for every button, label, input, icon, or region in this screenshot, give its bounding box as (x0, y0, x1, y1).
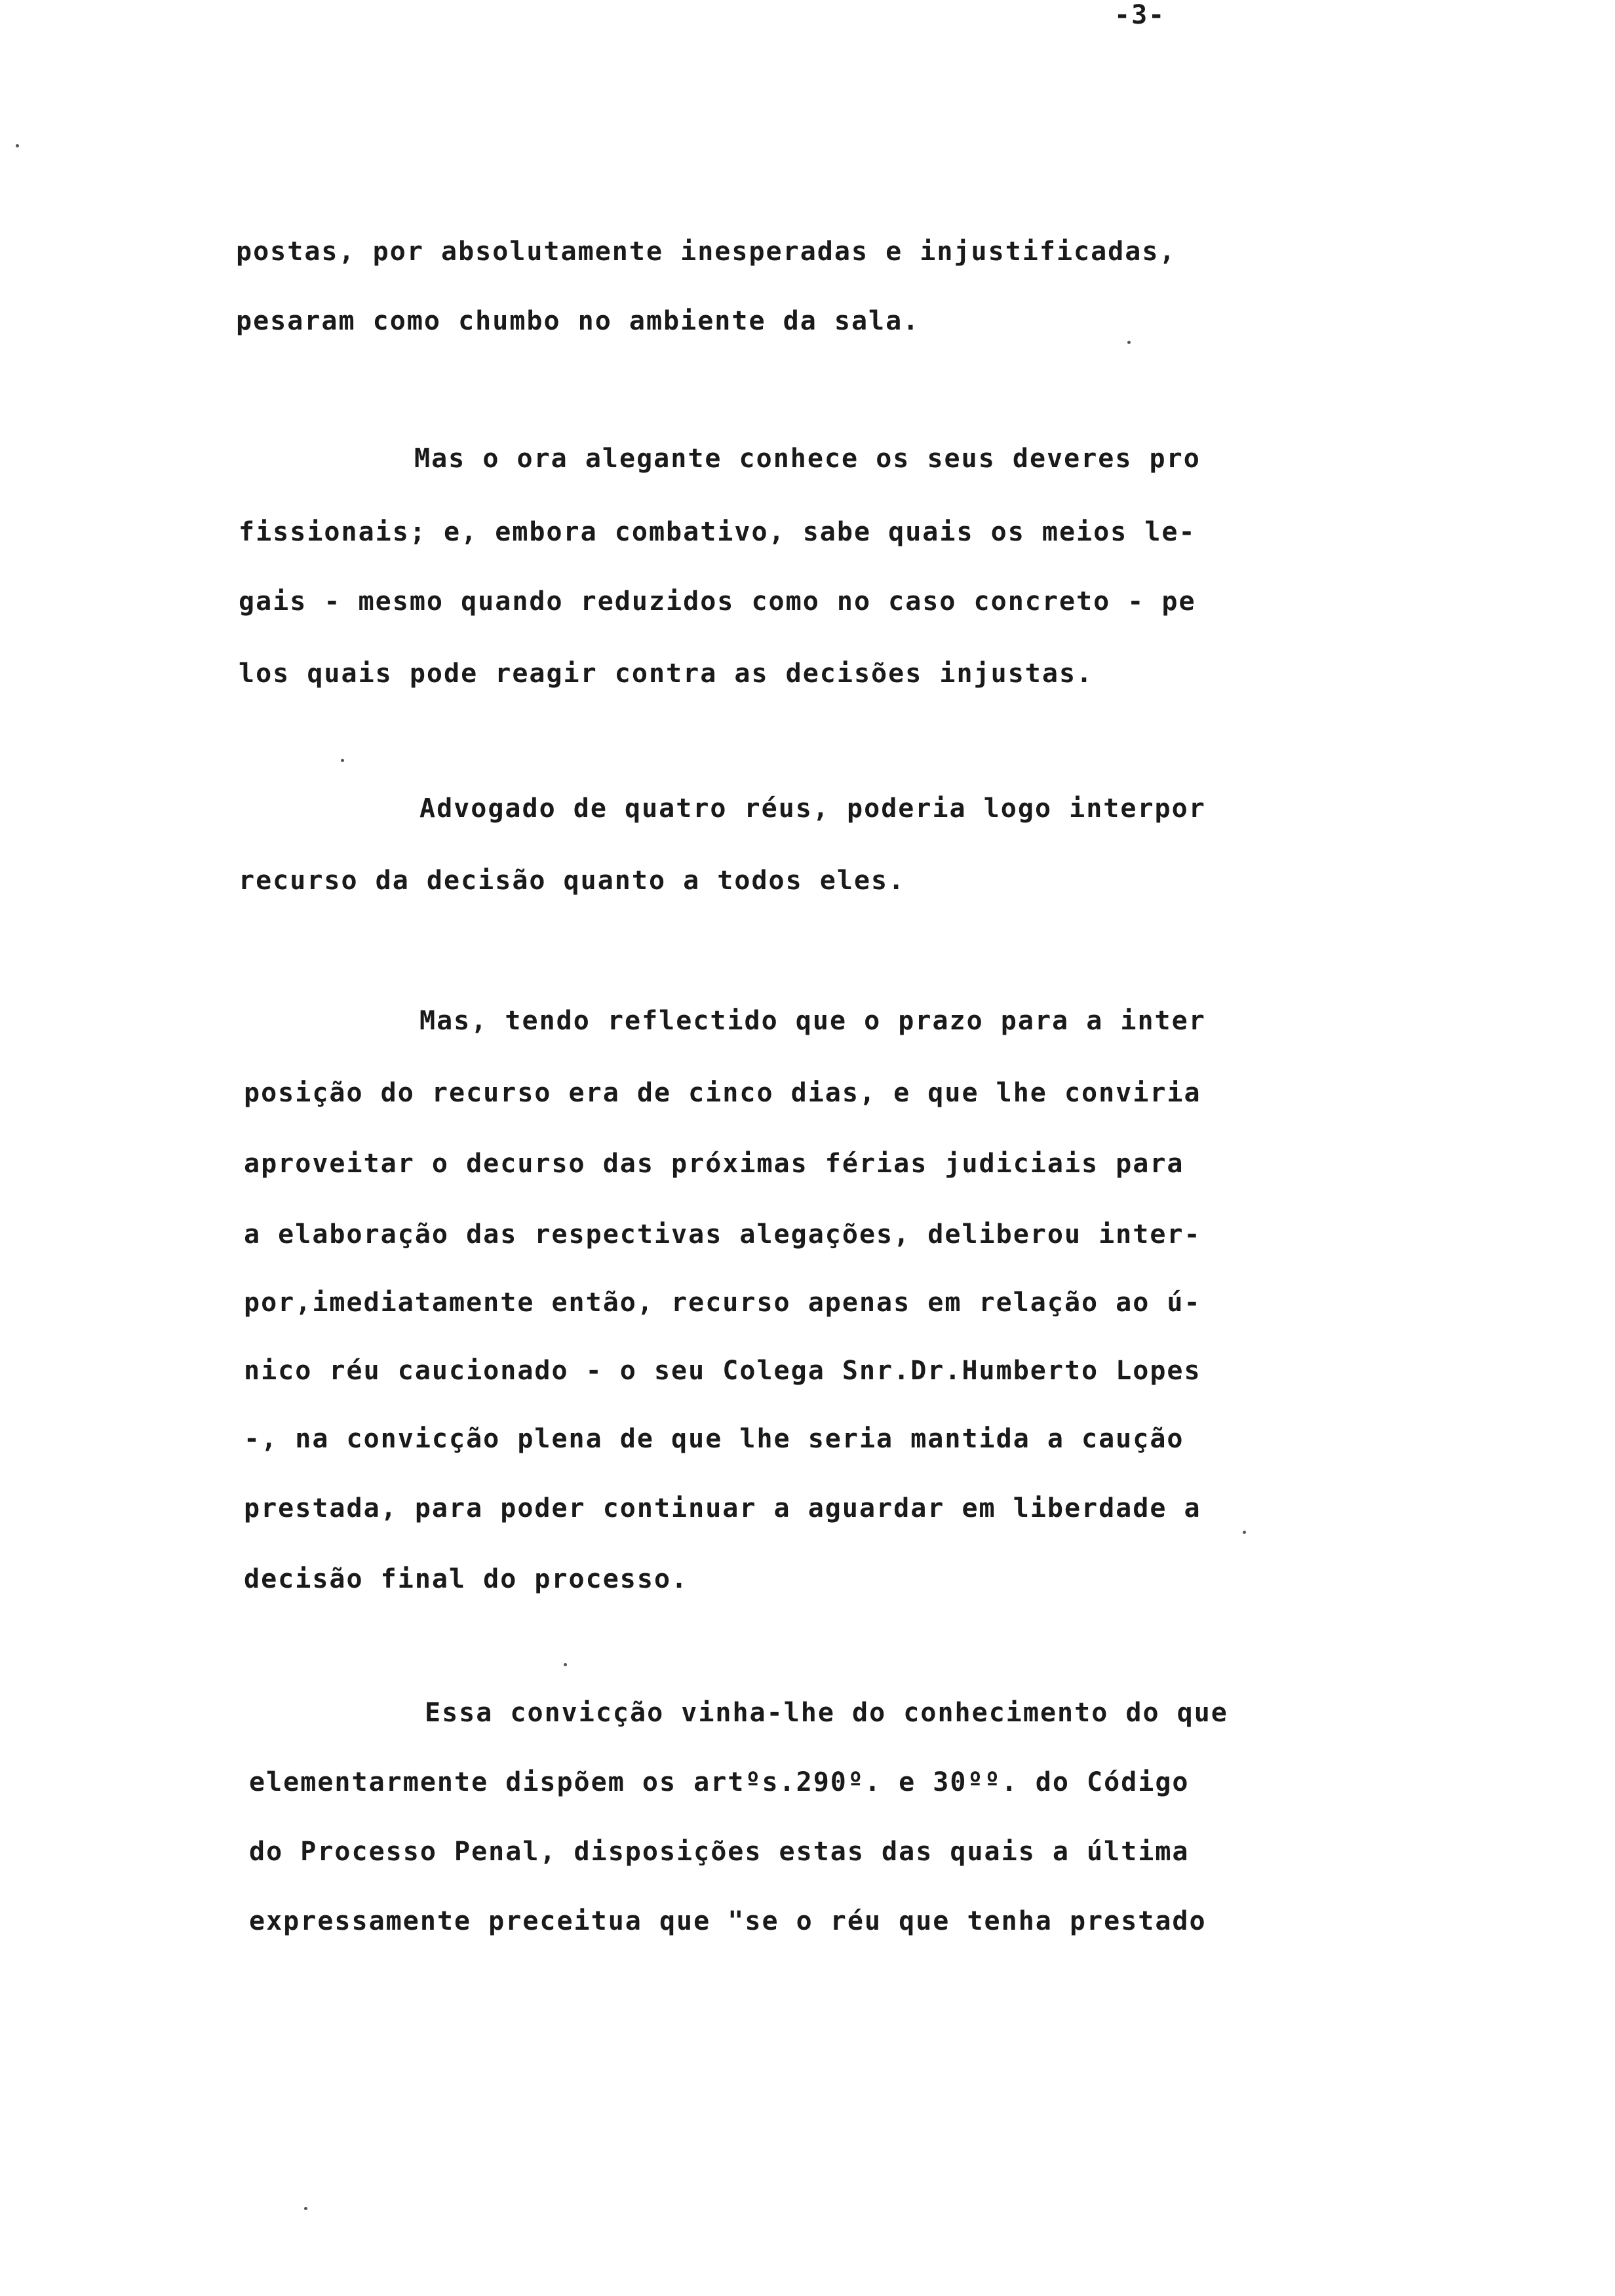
text-line: gais - mesmo quando reduzidos como no caso concreto - pe (239, 586, 1196, 617)
text-line: postas, por absolutamente inesperadas e injustificadas, (236, 237, 1177, 267)
text-line: posição do recurso era de cinco dias, e que lhe conviria (244, 1078, 1201, 1108)
text-line: los quais pode reagir contra as decisões injustas. (239, 659, 1094, 689)
text-line: Essa convicção vinha-lhe do conhecimento do que (425, 1698, 1228, 1728)
text-line: recurso da decisão quanto a todos eles. (239, 866, 906, 896)
scan-speck (341, 759, 344, 762)
page-number: -3- (1114, 0, 1166, 30)
text-line: a elaboração das respectivas alegações, deliberou inter- (244, 1219, 1201, 1250)
text-line: do Processo Penal, disposições estas das quais a última (249, 1837, 1190, 1867)
scan-speck (1243, 1531, 1246, 1534)
text-line: decisão final do processo. (244, 1564, 689, 1594)
scan-speck (304, 2207, 307, 2210)
text-line: Mas o ora alegante conhece os seus deveres pro (414, 444, 1201, 474)
text-line: expressamente preceitua que "se o réu que tenha prestado (249, 1906, 1207, 1936)
text-line: nico réu caucionado - o seu Colega Snr.Dr.Humberto Lopes (244, 1356, 1201, 1386)
text-line: elementarmente dispõem os artºs.290º. e 30ºº. do Código (249, 1767, 1190, 1797)
text-line: por,imediatamente então, recurso apenas em relação ao ú- (244, 1288, 1201, 1318)
text-line: Advogado de quatro réus, poderia logo interpor (419, 794, 1206, 824)
scan-speck (564, 1663, 567, 1666)
scan-speck (16, 144, 19, 147)
text-line: prestada, para poder continuar a aguardar em liberdade a (244, 1493, 1201, 1523)
text-line: fissionais; e, embora combativo, sabe quais os meios le- (239, 517, 1196, 547)
text-line: -, na convicção plena de que lhe seria mantida a caução (244, 1424, 1184, 1454)
text-line: pesaram como chumbo no ambiente da sala. (236, 306, 920, 336)
text-line: Mas, tendo reflectido que o prazo para a inter (419, 1006, 1206, 1036)
scan-speck (1127, 341, 1131, 344)
text-line: aproveitar o decurso das próximas férias judiciais para (244, 1149, 1184, 1179)
